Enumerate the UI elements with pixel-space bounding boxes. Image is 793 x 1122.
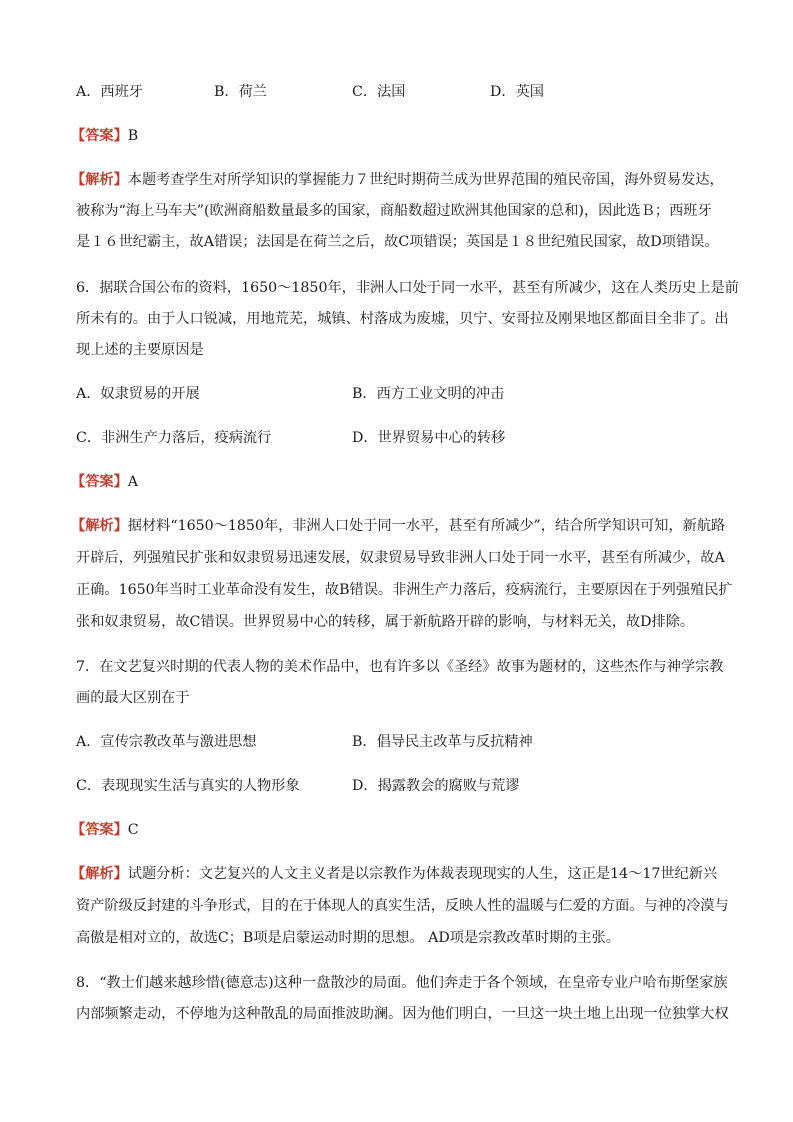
q7-option-d: D．揭露教会的腐败与荒谬	[352, 778, 520, 794]
analysis-text: 试题分析：文艺复兴的人文主义者是以宗教作为体裁表现现实的人生，这正是14～17世纪新兴	[127, 866, 718, 882]
q6-option-a: A．奴隶贸易的开展	[76, 386, 200, 402]
q6-analysis-line: 开辟后，列强殖民扩张和奴隶贸易迅速发展，奴隶贸易导致非洲人口处于同一水平，甚至有所减少，故A	[76, 550, 725, 566]
q7-stem-line: 7．在文艺复兴时期的代表人物的美术作品中，也有许多以《圣经》故事为题材的，这些杰作与神学宗教	[76, 659, 724, 675]
q7-option-a: A．宣传宗教改革与激进思想	[76, 734, 257, 750]
answer-value: C	[127, 822, 139, 838]
q5-answer	[71, 126, 138, 146]
q7-stem-line: 画的最大区别在于	[76, 690, 190, 706]
q8-stem-line: 内部频繁走动，不停地为这种散乱的局面推波助澜。因为他们明白，一旦这一块土地上出现一位独掌大权	[76, 1006, 729, 1022]
q5-analysis-line	[71, 170, 724, 190]
q6-analysis-line: 张和奴隶贸易，故C错误。世界贸易中心的转移，属于新航路开辟的影响，与材料无关，故D排除。	[76, 614, 695, 630]
answer-value: A	[127, 474, 139, 490]
q6-option-d: D．世界贸易中心的转移	[352, 430, 506, 446]
answer-tag: 【答案】	[71, 822, 128, 838]
q5-analysis-line: 是１６世纪霸主，故A错误；法国是在荷兰之后，故C项错误；英国是１８世纪殖民国家，故D项错误。	[76, 234, 719, 250]
q6-stem-line: 现上述的主要原因是	[76, 342, 204, 358]
q6-option-c: C．非洲生产力落后，疫病流行	[76, 430, 272, 446]
answer-tag: 【答案】	[71, 474, 128, 490]
analysis-text: 本题考查学生对所学知识的掌握能力７世纪时期荷兰成为世界范围的殖民帝国，海外贸易发达，	[127, 172, 724, 188]
q5-analysis-line: 被称为“海上马车夫”(欧洲商船数量最多的国家，商船数超过欧洲其他国家的总和)，因此选Ｂ；西班牙	[76, 203, 712, 219]
q5-option-d: D．英国	[490, 84, 544, 100]
q8-stem-line: 8．“教士们越来越珍惜(德意志)这种一盘散沙的局面。他们奔走于各个领域，在皇帝专业户哈布斯堡家族	[76, 975, 728, 991]
q5-option-c: C．法国	[352, 84, 406, 100]
q6-analysis-line: 正确。1650年当时工业革命没有发生，故B错误。非洲生产力落后，疫病流行，主要原因在于列强殖民扩	[76, 582, 733, 598]
q6-analysis-line	[71, 516, 725, 536]
analysis-text: 据材料“1650～1850年，非洲人口处于同一水平，甚至有所减少”，结合所学知识可知，新航路	[127, 518, 726, 534]
q6-answer	[71, 472, 138, 492]
analysis-tag: 【解析】	[71, 172, 128, 188]
q7-analysis-line: 高傲是相对立的，故选C；B项是启蒙运动时期的思想。 AD项是宗教改革时期的主张。	[76, 930, 620, 946]
analysis-tag: 【解析】	[71, 866, 128, 882]
q6-stem-line: 6．据联合国公布的资料，1650～1850年，非洲人口处于同一水平，甚至有所减少，这在人类历史上是前	[76, 280, 739, 296]
q6-stem-line: 所未有的。由于人口锐减，用地荒芜，城镇、村落成为废墟，贝宁、安哥拉及刚果地区都面目全非了。出	[76, 311, 729, 327]
q7-analysis-line	[71, 864, 717, 884]
analysis-tag: 【解析】	[71, 518, 128, 534]
q7-answer	[71, 820, 139, 840]
q7-option-c: C．表现现实生活与真实的人物形象	[76, 778, 300, 794]
q5-option-b: B．荷兰	[214, 84, 267, 100]
q7-option-b: B．倡导民主改革与反抗精神	[352, 734, 533, 750]
q7-analysis-line: 资产阶级反封建的斗争形式，目的在于体现人的真实生活，反映人性的温暖与仁爱的方面。与神的冷漠与	[76, 898, 729, 914]
answer-tag: 【答案】	[71, 128, 128, 144]
q6-option-b: B．西方工业文明的冲击	[352, 386, 505, 402]
q5-option-a: A．西班牙	[76, 84, 143, 100]
answer-value: B	[127, 128, 139, 144]
